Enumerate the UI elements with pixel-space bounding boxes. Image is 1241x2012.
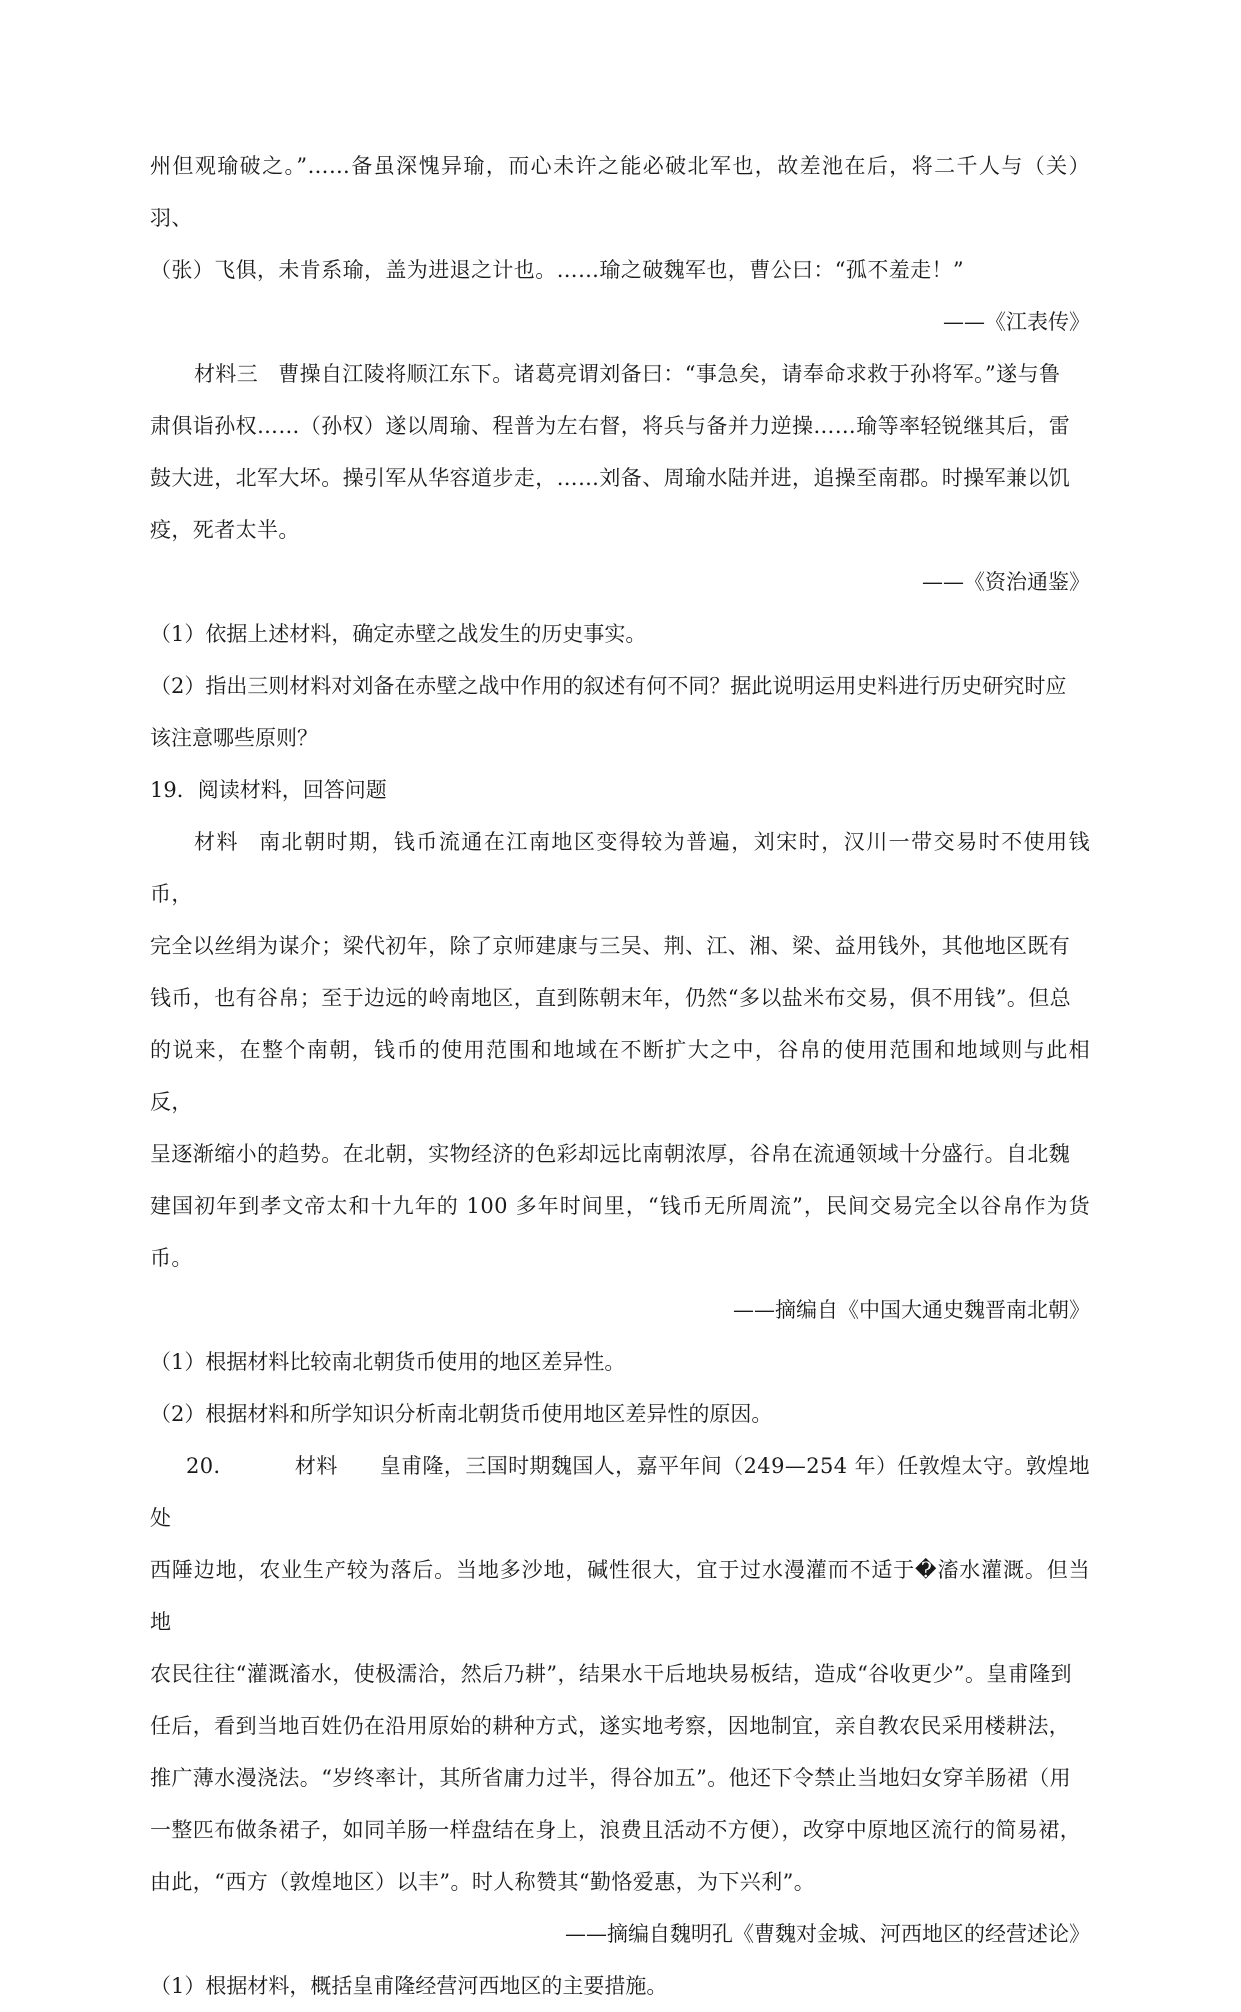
jiangbiao-line-2: （张）飞俱，未肯系瑜，盖为进退之计也。……瑜之破魏军也，曹公曰：“孤不羞走！” (150, 258, 965, 282)
q19-title: 19．阅读材料，回答问题 (150, 778, 387, 802)
material3-line-4: 疫，死者太半。 (150, 518, 300, 542)
document-page (150, 140, 1090, 2012)
material3-source: ——《资治通鉴》 (922, 570, 1090, 594)
q19-sub1: （1）根据材料比较南北朝货币使用的地区差异性。 (150, 1350, 626, 1374)
q19-line-1 (150, 816, 1090, 920)
q20-label: 材料 (294, 1454, 338, 1478)
q20-line-2: 西陲边地，农业生产较为落后。当地多沙地，碱性很大，宜于过水漫灌而不适于�滀水灌溉。但当地 (150, 1558, 1090, 1634)
material3-line-2: 肃俱诣孙权……（孙权）遂以周瑜、程普为左右督，将兵与备并力逆操……瑜等率轻锐继其后，雷 (150, 414, 1071, 438)
q20-line-7: 由此，“西方（敦煌地区）以丰”。时人称赞其“勤恪爱惠，为下兴利”。 (150, 1870, 816, 1894)
q20-line-1 (150, 1440, 1090, 1544)
q19-text-1: 南北朝时期，钱币流通在江南地区变得较为普遍，刘宋时，汉川一带交易时不使用钱币， (150, 830, 1090, 906)
q20-line-6: 一整匹布做条裙子，如同羊肠一样盘结在身上，浪费且活动不方便），改穿中原地区流行的简易裙， (150, 1818, 1082, 1842)
material3-line-3: 鼓大进，北军大坏。操引军从华容道步走，……刘备、周瑜水陆并进，追操至南郡。时操军兼以饥 (150, 466, 1071, 490)
jiangbiao-source: ——《江表传》 (943, 310, 1090, 334)
q20-line-3: 农民往往“灌溉滀水，使极濡洽，然后乃耕”，结果水干后地块易板结，造成“谷收更少”。皇甫隆到 (150, 1662, 1072, 1686)
q19-line-2: 完全以丝绢为谋介；梁代初年，除了京师建康与三吴、荆、江、湘、梁、益用钱外，其他地区既有 (150, 934, 1071, 958)
material3-label: 材料三 (194, 362, 259, 386)
q19-line-3: 钱币，也有谷帛；至于边远的岭南地区，直到陈朝末年，仍然“多以盐米布交易，俱不用钱”。但总 (150, 986, 1072, 1010)
q20-source: ——摘编自魏明孔《曹魏对金城、河西地区的经营述论》 (565, 1922, 1090, 1946)
q20-line-5: 推广薄水漫浇法。“岁终率计，其所省庸力过半，得谷加五”。他还下令禁止当地妇女穿羊肠裙（用 (150, 1766, 1072, 1790)
q18-sub2-line-1: （2）指出三则材料对刘备在赤壁之战中作用的叙述有何不同？据此说明运用史料进行历史研究时应 (150, 674, 1067, 698)
q20-line-4: 任后，看到当地百姓仍在沿用原始的耕种方式，遂实地考察，因地制宜，亲自教农民采用楼耕法， (150, 1714, 1071, 1738)
q19-line-4: 的说来，在整个南朝，钱币的使用范围和地域在不断扩大之中，谷帛的使用范围和地域则与此相反， (150, 1038, 1090, 1114)
q19-label: 材料 (194, 830, 239, 854)
q19-source: ——摘编自《中国大通史魏晋南北朝》 (733, 1298, 1090, 1322)
q18-sub1: （1）依据上述材料，确定赤壁之战发生的历史事实。 (150, 622, 647, 646)
jiangbiao-line-1: 州但观瑜破之。”……备虽深愧异瑜，而心未许之能必破北军也，故差池在后，将二千人与（关）羽、 (150, 154, 1090, 230)
q18-sub2-line-2: 该注意哪些原则？ (150, 726, 318, 750)
q19-sub2: （2）根据材料和所学知识分析南北朝货币使用地区差异性的原因。 (150, 1402, 773, 1426)
q19-line-5: 呈逐渐缩小的趋势。在北朝，实物经济的色彩却远比南朝浓厚，谷帛在流通领域十分盛行。自北魏 (150, 1142, 1071, 1166)
material3-text-1: 曹操自江陵将顺江东下。诸葛亮谓刘备曰：“事急矣，请奉命求救于孙将军。”遂与鲁 (278, 362, 1061, 386)
material3-line-1 (150, 348, 1090, 400)
q20-sub1: （1）根据材料，概括皇甫隆经营河西地区的主要措施。 (150, 1974, 668, 1998)
q19-line-6: 建国初年到孝文帝太和十九年的 100 多年时间里，“钱币无所周流”，民间交易完全以谷帛作为货币。 (150, 1194, 1090, 1270)
q20-number: 20． (186, 1454, 235, 1478)
q20-text-1: 皇甫隆，三国时期魏国人，嘉平年间（249—254 年）任敦煌太守。敦煌地处 (150, 1454, 1090, 1530)
